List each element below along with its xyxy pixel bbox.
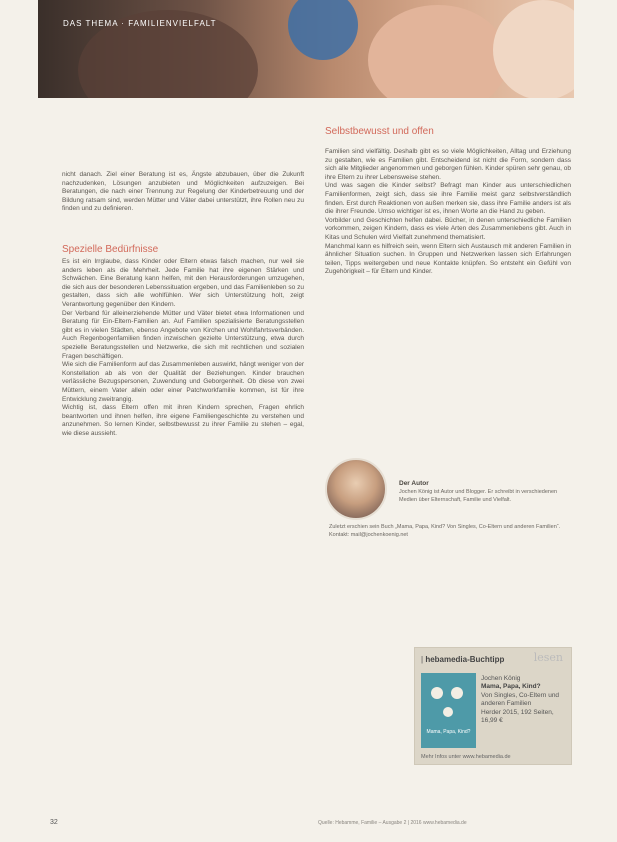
cover-title: Mama, Papa, Kind?: [426, 729, 471, 735]
book-tip-deco: lesen: [533, 651, 563, 664]
photo-shape: [368, 5, 508, 98]
book-author: Jochen König: [481, 675, 521, 682]
author-bio: Jochen König ist Autor und Blogger. Er schreibt in verschiedenen Medien über Elternschaft, Familie und Vielfalt.: [399, 489, 558, 503]
cover-illustration: [451, 687, 463, 699]
subheading: Selbstbewusst und offen: [325, 126, 434, 137]
paragraph: Wichtig ist, dass Eltern offen mit ihren Kindern sprechen, Fragen ehrlich beantworten und ihnen helfen, ihre eigene Familiengeschichte zu verstehen und anzunehmen. So lernen Kinder, selbstbewusst zu ihrer Familie zu stehen – egal, wie diese aussieht.: [62, 404, 304, 437]
avatar: [325, 458, 387, 520]
paragraph: nicht danach. Ziel einer Beratung ist es, Ängste abzubauen, über die Zukunft nachzudenken, Lösungen anzubieten und Möglichkeiten aufzuzeigen. Bei Beratungen, die nach einer Trennung zur Regelung der Kinderbetreuung und der Bildung ratsam sind, werden Mütter und Väter dabei unterstützt, ihre Rollen neu zu finden und zu definieren.: [62, 171, 304, 213]
author-bio-more: [329, 524, 571, 539]
footer-source: Quelle: Hebamme, Familie – Ausgabe 2 | 2016 www.hebamedia.de: [318, 820, 467, 826]
cover-illustration: [431, 687, 443, 699]
cover-illustration: [443, 707, 453, 717]
author-title: Der Autor: [399, 480, 429, 487]
left-column-body: [62, 258, 304, 438]
page-number: 32: [50, 819, 58, 826]
paragraph: Vorbilder und Geschichten helfen dabei. Bücher, in denen unterschiedliche Familien vorkommen, zeigen Kindern, dass es viele Arten des Zusammenlebens gibt. Auch in Kitas und Schulen wird Vielfalt zunehmend thematisiert.: [325, 216, 571, 241]
book-tip-label: hebamedia-Buchtipp: [425, 655, 505, 664]
left-column: [62, 171, 304, 214]
header-photo: [38, 0, 574, 98]
section-kicker: DAS THEMA · FAMILIENVIELFALT: [63, 19, 217, 28]
book-cover: [421, 673, 476, 748]
paragraph: Es ist ein Irrglaube, dass Kinder oder Eltern etwas falsch machen, nur weil sie anders leben als die Mehrheit. Jede Familie hat ihre eigenen Stärken und Schwächen. Eine Beratung kann helfen, mit den Herausforderungen umzugehen, die sich aus der besonderen Lebenssituation ergeben, und das Familienleben so zu gestalten, dass sich alle wohlfühlen. Wer sich Unterstützung holt, zeigt Verantwortung gegenüber den Kindern.: [62, 258, 304, 308]
book-info: [481, 675, 569, 725]
book-subtitle: Von Singles, Co-Eltern und anderen Familien: [481, 691, 560, 708]
paragraph: Und was sagen die Kinder selbst? Befragt man Kinder aus unterschiedlichen Familienformen, zeigt sich, dass sie ihre Familie meist ganz selbstverständlich finden. Erst durch Reaktionen von außen merken sie, dass ihre Familie anders ist als die ihrer Freunde. Umso wichtiger ist es, ihnen Worte an die Hand zu geben.: [325, 182, 571, 216]
subheading: Spezielle Bedürfnisse: [62, 244, 159, 255]
author-bio-2: Zuletzt erschien sein Buch „Mama, Papa, Kind? Von Singles, Co-Eltern und anderen Familien“.: [329, 524, 561, 530]
photo-shape: [493, 0, 574, 98]
book-tip-box: [414, 647, 572, 765]
paragraph: Manchmal kann es hilfreich sein, wenn Eltern sich Austausch mit anderen Familien in ähnlicher Situation suchen. In Gruppen und Netzwerken lassen sich Erfahrungen teilen, Tipps weitergeben und neue Kontakte knüpfen. So entsteht ein Gefühl von Zugehörigkeit – für Eltern und Kinder.: [325, 242, 571, 276]
book-title: Mama, Papa, Kind?: [481, 683, 541, 691]
paragraph: Familien sind vielfältig. Deshalb gibt es so viele Möglichkeiten, Alltag und Erziehung zu gestalten, wie es Familien gibt. Entscheidend ist nicht die Form, sondern dass sich alle Mitglieder angenommen und geborgen fühlen. Kinder spüren sehr genau, ob ihre Eltern zu ihrer Lebensweise stehen.: [325, 148, 571, 181]
right-column: [325, 148, 571, 277]
paragraph: Wie sich die Familienform auf das Zusammenleben auswirkt, hängt weniger von der Konstellation ab als von der Qualität der Beziehungen. Kinder brauchen verlässliche Bezugspersonen, Zuwendung und Geborgenheit. Ob diese von zwei Müttern, einem Vater allein oder einer Patchworkfamilie kommen, ist für ihre Entwicklung zweitrangig.: [62, 361, 304, 403]
paragraph: Der Verband für alleinerziehende Mütter und Väter bietet etwa Informationen und Beratung für Ein-Eltern-Familien an. Auf Familien spezialisierte Beratungsstellen gibt es in vielen Städten, ebenso Angebote von Kirchen und Wohlfahrtsverbänden. Auch Regenbogenfamilien finden inzwischen gezielte Unterstützung, etwa durch spezielle Beratungsstellen und Netzwerke, die sich mit rechtlichen und sozialen Fragen beschäftigen.: [62, 309, 304, 360]
book-link[interactable]: Mehr Infos unter www.hebamedia.de: [421, 754, 511, 760]
photo-shape: [288, 0, 358, 60]
book-tip-header: | hebamedia-Buchtipp: [421, 655, 505, 664]
author-contact[interactable]: Kontakt: mail@jochenkoenig.net: [329, 531, 408, 538]
book-meta: Herder 2015, 192 Seiten, 16,99 €: [481, 708, 554, 725]
